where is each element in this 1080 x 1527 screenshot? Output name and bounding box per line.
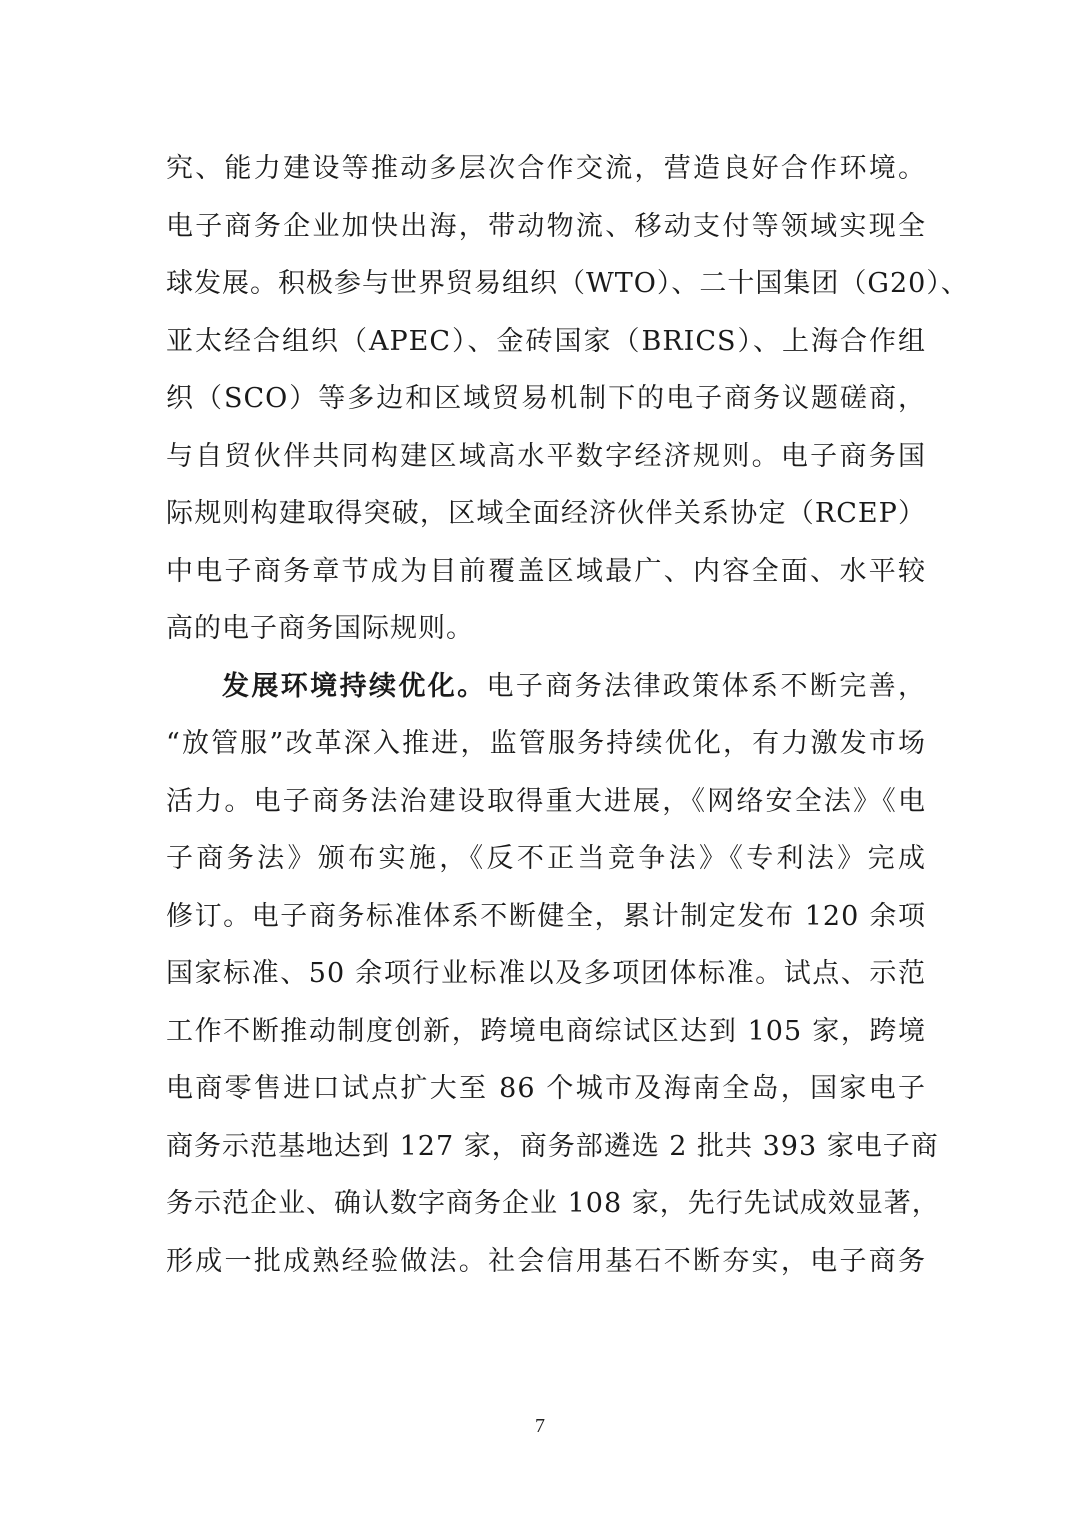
text-line: 际规则构建取得突破，区域全面经济伙伴关系协定（RCEP）: [166, 498, 926, 529]
paragraph-environment-optimization: [166, 658, 940, 1291]
text-line: 子商务法》颁布实施，《反不正当竞争法》《专利法》完成: [166, 843, 926, 874]
text-line: 高的电子商务国际规则。: [166, 613, 474, 644]
text-line: 球发展。积极参与世界贸易组织（WTO）、二十国集团（G20）、: [166, 268, 969, 299]
text-line: 究、能力建设等推动多层次合作交流，营造良好合作环境。: [166, 153, 926, 184]
text-line: 电商零售进口试点扩大至 86 个城市及海南全岛，国家电子: [166, 1073, 926, 1104]
text-line: 工作不断推动制度创新，跨境电商综试区达到 105 家，跨境: [166, 1015, 926, 1047]
text-line: 商务示范基地达到 127 家，商务部遴选 2 批共 393 家电子商: [166, 1130, 939, 1162]
text-line: 亚太经合组织（APEC）、金砖国家（BRICS）、上海合作组: [166, 325, 926, 357]
text-line: [166, 658, 926, 716]
body-text: [166, 140, 969, 1290]
text-line: 修订。电子商务标准体系不断健全，累计制定发布 120 余项: [166, 900, 926, 932]
text-line-rest: 电子商务法律政策体系不断完善，: [486, 670, 927, 702]
text-line: 电子商务企业加快出海，带动物流、移动支付等领域实现全: [166, 210, 926, 242]
paragraph-lead-heading: 发展环境持续优化。: [222, 670, 487, 702]
text-line: “放管服”改革深入推进，监管服务持续优化，有力激发市场: [166, 728, 926, 759]
text-line: 中电子商务章节成为目前覆盖区域最广、内容全面、水平较: [166, 555, 926, 587]
page-number: 7: [535, 1415, 545, 1437]
text-line: 织（SCO）等多边和区域贸易机制下的电子商务议题磋商，: [166, 383, 926, 414]
text-line: 与自贸伙伴共同构建区域高水平数字经济规则。电子商务国: [166, 440, 926, 472]
text-line: 务示范企业、确认数字商务企业 108 家，先行先试成效显著，: [166, 1188, 940, 1219]
text-line: 形成一批成熟经验做法。社会信用基石不断夯实，电子商务: [166, 1245, 926, 1277]
paragraph-international-cooperation: [166, 140, 969, 658]
text-line: 活力。电子商务法治建设取得重大进展，《网络安全法》《电: [166, 785, 926, 817]
text-line: 国家标准、50 余项行业标准以及多项团体标准。试点、示范: [166, 958, 926, 989]
